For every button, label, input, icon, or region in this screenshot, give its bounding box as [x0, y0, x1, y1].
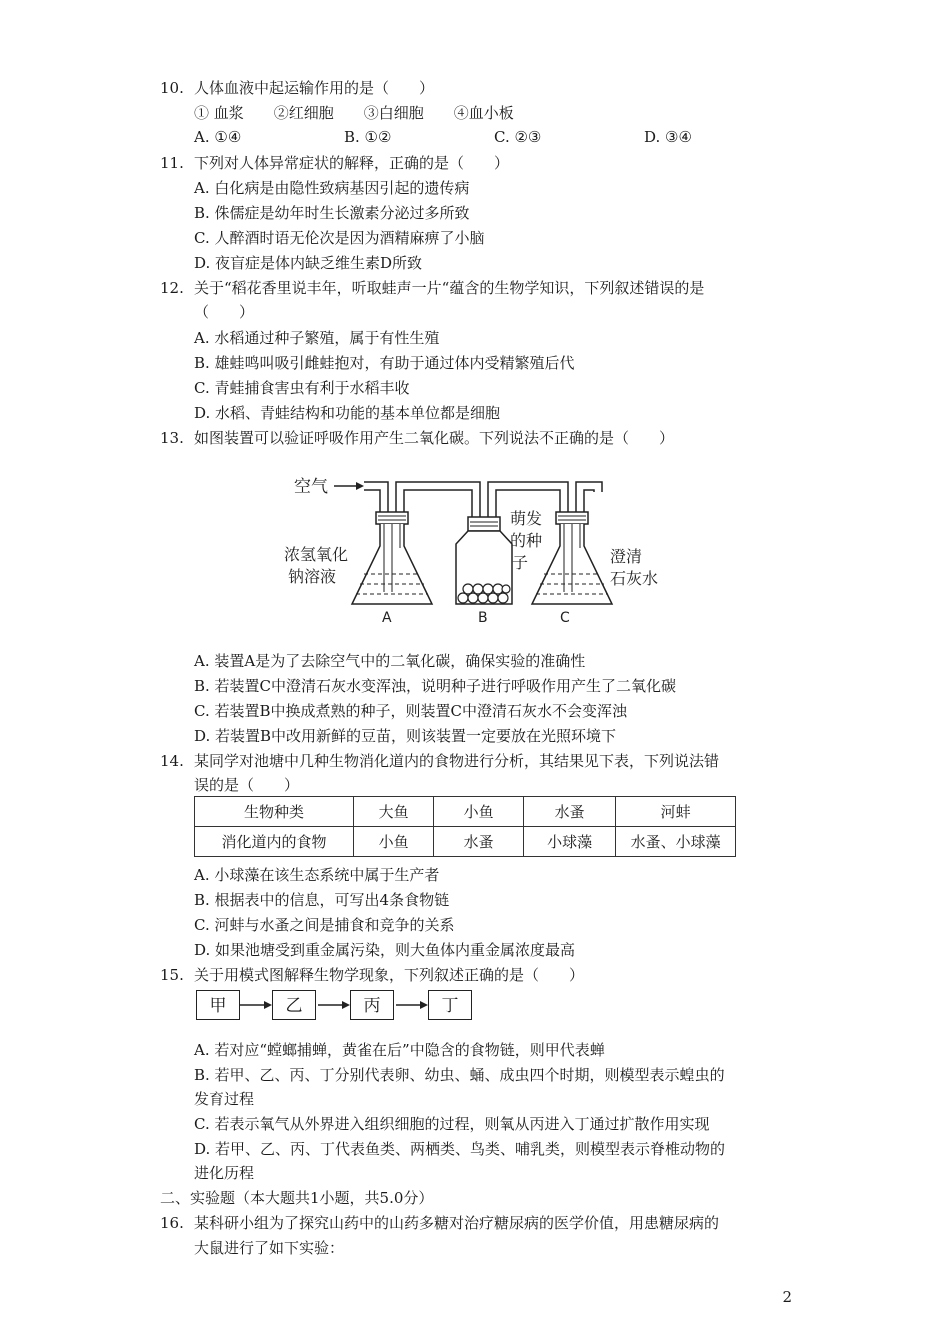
q15-number: 15. [160, 966, 184, 984]
q12-option-c: C. 青蛙捕食害虫有利于水稻丰收 [194, 379, 410, 397]
respiration-apparatus-figure [280, 462, 670, 632]
q10-stem: 人体血液中起运输作用的是（ ） [194, 79, 435, 97]
flow-box-bing: 丙 [350, 990, 394, 1020]
table-row [195, 827, 736, 857]
q15-option-b: B. 若甲、乙、丙、丁分别代表卵、幼虫、蛹、成虫四个时期，则模型表示蝗虫的 [194, 1066, 725, 1084]
q14-stem: 某同学对池塘中几种生物消化道内的食物进行分析，其结果见下表，下列说法错 [194, 752, 720, 770]
figure-lime-label-2: 石灰水 [610, 569, 659, 588]
q11-option-d: D. 夜盲症是体内缺乏维生素D所致 [194, 254, 423, 272]
page-number: 2 [782, 1288, 792, 1306]
q12-stem: 关于“稻花香里说丰年，听取蛙声一片“蕴含的生物学知识，下列叙述错误的是 [194, 279, 705, 297]
figure-seed-label-2: 的种 [510, 531, 543, 550]
q16-stem: 某科研小组为了探究山药中的山药多糖对治疗糖尿病的医学价值，用患糖尿病的 [194, 1214, 720, 1232]
q13-option-b: B. 若装置C中澄清石灰水变浑浊，说明种子进行呼吸作用产生了二氧化碳 [194, 677, 677, 695]
table-header-cell: 大鱼 [354, 797, 434, 827]
arrow-right-icon [240, 1001, 272, 1009]
q12-option-a: A. 水稻通过种子繁殖，属于有性生殖 [194, 329, 440, 347]
flow-arrows [240, 996, 430, 1016]
q12-option-b: B. 雄蛙鸣叫吸引雌蛙抱对，有助于通过体内受精繁殖后代 [194, 354, 575, 372]
flow-box-jia: 甲 [196, 990, 240, 1020]
figure-seed-label-3: 子 [512, 553, 529, 572]
figure-naoh-label-1: 浓氢氧化 [284, 545, 349, 564]
figure-naoh-label-2: 钠溶液 [288, 567, 337, 586]
figure-label-c: C [560, 610, 570, 626]
table-header-cell: 生物种类 [195, 797, 354, 827]
table-header-cell: 河蚌 [616, 797, 736, 827]
q15-option-d: D. 若甲、乙、丙、丁代表鱼类、两栖类、鸟类、哺乳类，则模型表示脊椎动物的 [194, 1140, 726, 1158]
q14-option-a: A. 小球藻在该生态系统中属于生产者 [194, 866, 440, 884]
flask-c [532, 512, 612, 604]
q15-option-c: C. 若表示氧气从外界进入组织细胞的过程，则氧从丙进入丁通过扩散作用实现 [194, 1115, 710, 1133]
q13-option-c: C. 若装置B中换成煮熟的种子，则装置C中澄清石灰水不会变浑浊 [194, 702, 627, 720]
figure-lime-label-1: 澄清 [610, 547, 643, 566]
figure-label-a: A [382, 610, 392, 626]
table-cell: 水蚤、小球藻 [616, 827, 736, 857]
q14-number: 14. [160, 752, 184, 770]
q13-option-a: A. 装置A是为了去除空气中的二氧化碳，确保实验的准确性 [194, 652, 586, 670]
table-cell: 小鱼 [354, 827, 434, 857]
q10-option-c: C. ②③ [494, 128, 542, 146]
q16-number: 16. [160, 1214, 184, 1232]
q11-option-a: A. 白化病是由隐性致病基因引起的遗传病 [194, 179, 470, 197]
table-cell: 水蚤 [434, 827, 524, 857]
figure-seed-label-1: 萌发 [510, 509, 543, 528]
q10-items: ① 血浆 ②红细胞 ③白细胞 ④血小板 [194, 104, 514, 122]
arrow-right-icon [396, 1001, 428, 1009]
q10-number: 10. [160, 79, 184, 97]
arrow-right-icon [318, 1001, 350, 1009]
q11-number: 11. [160, 154, 184, 172]
q13-number: 13. [160, 429, 184, 447]
table-header-cell: 水蚤 [524, 797, 616, 827]
q13-stem: 如图装置可以验证呼吸作用产生二氧化碳。下列说法不正确的是（ ） [194, 429, 675, 447]
table-cell: 小球藻 [524, 827, 616, 857]
figure-air-label: 空气 [294, 477, 328, 497]
q11-option-b: B. 侏儒症是幼年时生长激素分泌过多所致 [194, 204, 470, 222]
table-cell: 消化道内的食物 [195, 827, 354, 857]
q11-stem: 下列对人体异常症状的解释，正确的是（ ） [194, 154, 510, 172]
figure-label-b: B [478, 610, 488, 626]
q10-option-b: B. ①② [344, 128, 392, 146]
section-heading: 二、实验题（本大题共1小题，共5.0分） [160, 1189, 434, 1207]
q12-stem-cont: （ ） [194, 303, 255, 321]
q12-number: 12. [160, 279, 184, 297]
q10-option-d: D. ③④ [644, 128, 692, 146]
food-table [194, 796, 736, 857]
q15-stem: 关于用模式图解释生物学现象，下列叙述正确的是（ ） [194, 966, 585, 984]
flask-a [352, 512, 432, 604]
q14-option-b: B. 根据表中的信息，可写出4条食物链 [194, 891, 450, 909]
table-header-cell: 小鱼 [434, 797, 524, 827]
q11-option-c: C. 人醉酒时语无伦次是因为酒精麻痹了小脑 [194, 229, 485, 247]
bottle-b [456, 517, 512, 604]
q14-stem-cont: 误的是（ ） [194, 776, 300, 794]
q10-option-a: A. ①④ [194, 128, 242, 146]
flow-box-yi: 乙 [272, 990, 316, 1020]
q14-option-d: D. 如果池塘受到重金属污染，则大鱼体内重金属浓度最高 [194, 941, 576, 959]
q16-stem-cont: 大鼠进行了如下实验： [194, 1239, 345, 1257]
q15-option-b-cont: 发育过程 [194, 1090, 255, 1108]
q15-option-d-cont: 进化历程 [194, 1164, 255, 1182]
table-row [195, 797, 736, 827]
flow-box-ding: 丁 [428, 990, 472, 1020]
q13-option-d: D. 若装置B中改用新鲜的豆苗，则该装置一定要放在光照环境下 [194, 727, 617, 745]
q15-option-a: A. 若对应“螳螂捕蝉，黄雀在后”中隐含的食物链，则甲代表蝉 [194, 1041, 605, 1059]
q14-option-c: C. 河蚌与水蚤之间是捕食和竞争的关系 [194, 916, 455, 934]
q12-option-d: D. 水稻、青蛙结构和功能的基本单位都是细胞 [194, 404, 501, 422]
